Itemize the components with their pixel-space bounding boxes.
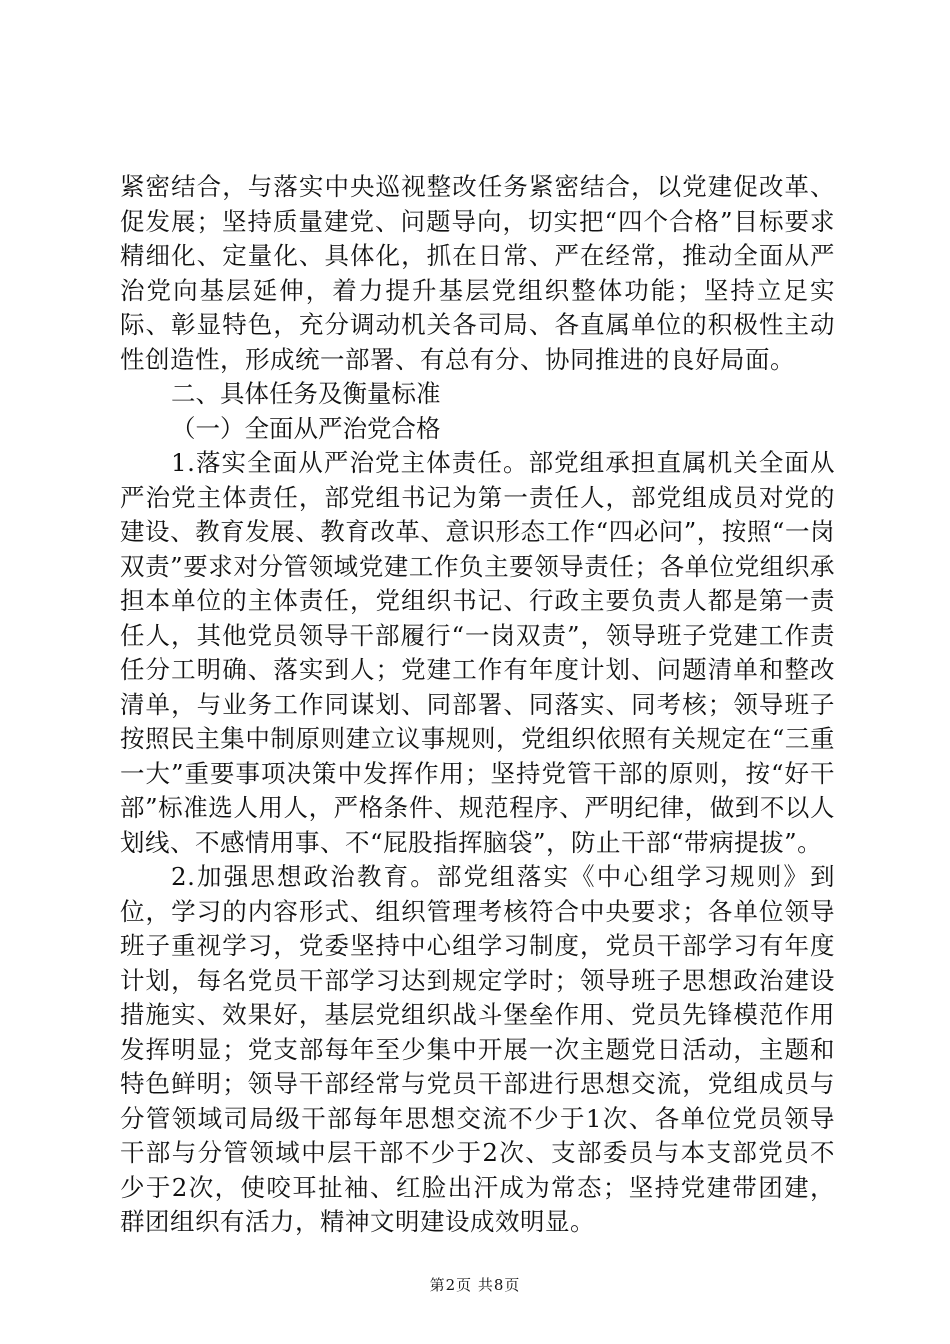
body-paragraph-item-1: 1.落实全面从严治党主体责任。部党组承担直属机关全面从严治党主体责任，部党组书记为第一责任人，部党组成员对党的建设、教育发展、教育改革、意识形态工作“四必问”，按照“一岗双责”要求对分管领域党建工作负主要领导责任；各单位党组织承担本单位的主体责任，党组织书记、行政主要负责人都是第一责任人，其他党员领导干部履行“一岗双责”，领导班子党建工作责任分工明确、落实到人；党建工作有年度计划、问题清单和整改清单，与业务工作同谋划、同部署、同落实、同考核；领导班子按照民主集中制原则建立议事规则，党组织依照有关规定在“三重一大”重要事项决策中发挥作用；坚持党管干部的原则，按“好干部”标准选人用人，严格条件、规范程序、严明纪律，做到不以人划线、不感情用事、不“屁股指挥脑袋”，防止干部“带病提拔”。 <box>120 448 835 857</box>
section-heading: 二、具体任务及衡量标准 <box>171 379 441 408</box>
body-paragraph-item-2: 2.加强思想政治教育。部党组落实《中心组学习规则》到位，学习的内容形式、组织管理考核符合中央要求；各单位领导班子重视学习，党委坚持中心组学习制度，党员干部学习有年度计划，每名党员干部学习达到规定学时；领导班子思想政治建设措施实、效果好，基层党组织战斗堡垒作用、党员先锋模范作用发挥明显；党支部每年至少集中开展一次主题党日活动，主题和特色鲜明；领导干部经常与党员干部进行思想交流，党组成员与分管领域司局级干部每年思想交流不少于1次、各单位党员领导干部与分管领域中层干部不少于2次、支部委员与本支部党员不少于2次，使咬耳扯袖、红脸出汗成为常态；坚持党建带团建，群团组织有活力，精神文明建设成效明显。 <box>120 862 835 1236</box>
subsection-heading: （一）全面从严治党合格 <box>171 413 441 443</box>
page-footer: 第2页 共8页 <box>429 1276 521 1294</box>
document-body <box>120 170 835 1240</box>
body-paragraph-continued: 紧密结合，与落实中央巡视整改任务紧密结合，以党建促改革、促发展；坚持质量建党、问题导向，切实把“四个合格”目标要求精细化、定量化、具体化，抓在日常、严在经常，推动全面从严治党向基层延伸，着力提升基层党组织整体功能；坚持立足实际、彰显特色，充分调动机关各司局、各直属单位的积极性主动性创造性，形成统一部署、有总有分、协同推进的良好局面。 <box>120 172 835 374</box>
